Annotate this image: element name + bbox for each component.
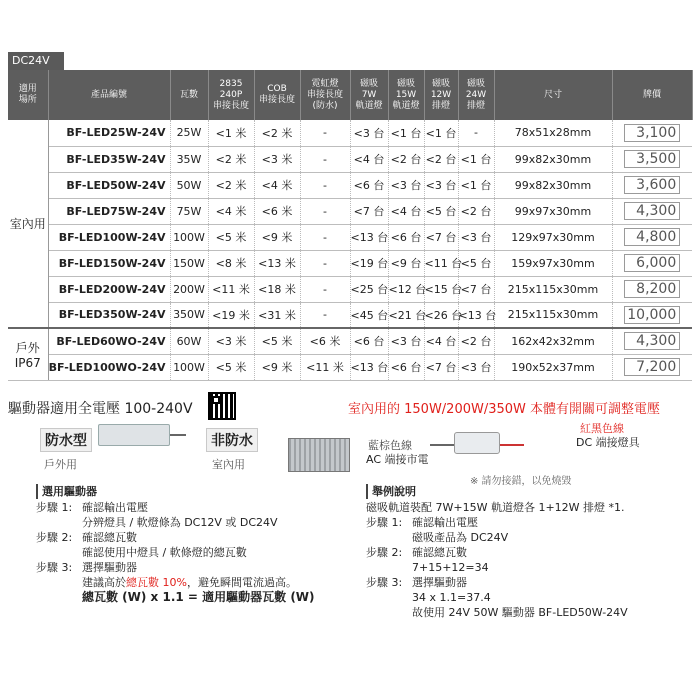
- cell-c2835: <11 米: [208, 276, 254, 302]
- cell-m12: <1 台: [424, 120, 458, 146]
- cell-cob: <18 米: [254, 276, 300, 302]
- voltage-tag: DC24V: [8, 52, 64, 70]
- step-3-sub-b: ，避免瞬間電流過高。: [186, 576, 297, 589]
- cell-watt: 35W: [170, 146, 208, 172]
- cell-cob: <31 米: [254, 302, 300, 328]
- cell-neon: -: [300, 250, 350, 276]
- cell-m7: <13 台: [350, 224, 388, 250]
- dc-wire-label-2: DC 端接燈具: [576, 436, 640, 449]
- column-header: COB 串接長度: [254, 70, 300, 120]
- table-row: [8, 172, 692, 198]
- example-title: 舉例說明: [366, 484, 692, 499]
- cell-m7: <13 台: [350, 354, 388, 380]
- ex-step-1-label: 步驟 1:: [366, 516, 403, 529]
- cell-m24: <7 台: [458, 276, 494, 302]
- nonwaterproof-label: 非防水: [206, 428, 258, 452]
- cell-m7: <7 台: [350, 198, 388, 224]
- cell-m15: <3 台: [388, 328, 424, 354]
- cell-cob: <3 米: [254, 146, 300, 172]
- column-header: 瓦數: [170, 70, 208, 120]
- cell-neon: -: [300, 276, 350, 302]
- price-box: 6,000: [624, 254, 680, 272]
- ex-step-3-conclusion: 故使用 24V 50W 驅動器 BF-LED50W-24V: [412, 606, 628, 619]
- cell-price: [612, 250, 692, 276]
- cell-neon: -: [300, 302, 350, 328]
- cell-neon: -: [300, 172, 350, 198]
- step-1-label: 步驟 1:: [36, 501, 73, 514]
- place-outdoor: 戶外 IP67: [8, 328, 48, 380]
- waterproof-driver-image: [98, 424, 170, 446]
- cell-m12: <11 台: [424, 250, 458, 276]
- cell-cob: <4 米: [254, 172, 300, 198]
- cell-neon: -: [300, 146, 350, 172]
- cell-cob: <5 米: [254, 328, 300, 354]
- price-box: 3,600: [624, 176, 680, 194]
- column-header: 磁吸 24W 排燈: [458, 70, 494, 120]
- cell-model: BF-LED60WO-24V: [48, 328, 170, 354]
- cell-neon: -: [300, 198, 350, 224]
- cell-price: [612, 198, 692, 224]
- cell-m24: <5 台: [458, 250, 494, 276]
- qr-code-icon[interactable]: [208, 392, 236, 420]
- cell-m7: <3 台: [350, 120, 388, 146]
- cell-m15: <6 台: [388, 224, 424, 250]
- cell-m7: <4 台: [350, 146, 388, 172]
- cell-model: BF-LED100WO-24V: [48, 354, 170, 380]
- price-box: 3,500: [624, 150, 680, 168]
- cell-price: [612, 302, 692, 328]
- cell-m12: <3 台: [424, 172, 458, 198]
- column-header: 牌價: [612, 70, 692, 120]
- ex-step-1-text: 確認輸出電壓: [412, 516, 478, 529]
- cell-c2835: <4 米: [208, 198, 254, 224]
- cell-c2835: <5 米: [208, 354, 254, 380]
- cell-cob: <13 米: [254, 250, 300, 276]
- cell-model: BF-LED150W-24V: [48, 250, 170, 276]
- table-row: [8, 250, 692, 276]
- cell-m15: <9 台: [388, 250, 424, 276]
- formula: 總瓦數 (W) x 1.1 = 適用驅動器瓦數 (W): [82, 590, 315, 604]
- cell-model: BF-LED35W-24V: [48, 146, 170, 172]
- spec-table: [8, 70, 693, 381]
- ac-wire-label-1: 藍棕色線: [368, 439, 412, 452]
- cell-neon: <11 米: [300, 354, 350, 380]
- cell-m15: <21 台: [388, 302, 424, 328]
- table-row: [8, 328, 692, 354]
- cell-m7: <19 台: [350, 250, 388, 276]
- step-3-sub-a: 建議高於: [82, 576, 126, 589]
- voltage-range-title: 驅動器適用全電壓 100-240V: [8, 401, 193, 417]
- cell-price: [612, 328, 692, 354]
- cell-m15: <2 台: [388, 146, 424, 172]
- cell-m12: <5 台: [424, 198, 458, 224]
- cell-m12: <15 台: [424, 276, 458, 302]
- cell-m24: <3 台: [458, 224, 494, 250]
- cell-m24: -: [458, 120, 494, 146]
- cell-neon: <6 米: [300, 328, 350, 354]
- column-header: 磁吸 7W 軌道燈: [350, 70, 388, 120]
- cell-size: 215x115x30mm: [494, 302, 612, 328]
- cell-m7: <45 台: [350, 302, 388, 328]
- ex-step-2-sub: 7+15+12=34: [412, 561, 489, 574]
- cell-model: BF-LED50W-24V: [48, 172, 170, 198]
- column-header: 磁吸 12W 排燈: [424, 70, 458, 120]
- cell-cob: <2 米: [254, 120, 300, 146]
- cell-size: 190x52x37mm: [494, 354, 612, 380]
- ex-step-2-label: 步驟 2:: [366, 546, 403, 559]
- price-box: 4,300: [624, 332, 680, 350]
- price-box: 4,800: [624, 228, 680, 246]
- table-row: [8, 198, 692, 224]
- cell-watt: 50W: [170, 172, 208, 198]
- step-3-highlight: 總瓦數 10%: [126, 576, 187, 589]
- cell-c2835: <1 米: [208, 120, 254, 146]
- example-intro: 磁吸軌道裝配 7W+15W 軌道燈各 1+12W 排燈 *1.: [366, 501, 625, 514]
- cell-price: [612, 146, 692, 172]
- price-box: 8,200: [624, 280, 680, 298]
- cell-price: [612, 224, 692, 250]
- cell-watt: 150W: [170, 250, 208, 276]
- price-box: 4,300: [624, 202, 680, 220]
- step-1-sub: 分辨燈具 / 軟燈條為 DC12V 或 DC24V: [82, 516, 278, 529]
- cell-model: BF-LED100W-24V: [48, 224, 170, 250]
- column-header: 尺寸: [494, 70, 612, 120]
- step-2-sub: 確認使用中燈具 / 軟條燈的總瓦數: [82, 546, 247, 559]
- cell-m24: <1 台: [458, 146, 494, 172]
- cell-m7: <6 台: [350, 328, 388, 354]
- cell-neon: -: [300, 120, 350, 146]
- ex-step-3-label: 步驟 3:: [366, 576, 403, 589]
- cell-model: BF-LED350W-24V: [48, 302, 170, 328]
- example-section: [366, 484, 692, 620]
- cell-watt: 25W: [170, 120, 208, 146]
- cell-watt: 350W: [170, 302, 208, 328]
- step-2-label: 步驟 2:: [36, 531, 73, 544]
- ex-step-2-text: 確認總瓦數: [412, 546, 467, 559]
- price-box: 3,100: [624, 124, 680, 142]
- price-box: 7,200: [624, 358, 680, 376]
- nonwaterproof-sub: 室內用: [212, 458, 245, 471]
- cell-size: 99x82x30mm: [494, 172, 612, 198]
- cell-price: [612, 172, 692, 198]
- column-header: 2835 240P 串接長度: [208, 70, 254, 120]
- cell-watt: 60W: [170, 328, 208, 354]
- nonwaterproof-driver-image: [288, 438, 350, 472]
- dc-wire: [500, 444, 524, 446]
- cell-m24: <3 台: [458, 354, 494, 380]
- cell-size: 215x115x30mm: [494, 276, 612, 302]
- place-indoor: 室內用: [8, 120, 48, 328]
- cell-m12: <26 台: [424, 302, 458, 328]
- cell-cob: <9 米: [254, 354, 300, 380]
- cell-watt: 200W: [170, 276, 208, 302]
- column-header: 產品編號: [48, 70, 170, 120]
- table-row: [8, 276, 692, 302]
- indoor-driver-image: [454, 432, 500, 454]
- cell-size: 129x97x30mm: [494, 224, 612, 250]
- cell-m24: <13 台: [458, 302, 494, 328]
- cell-m15: <12 台: [388, 276, 424, 302]
- step-3-label: 步驟 3:: [36, 561, 73, 574]
- cell-price: [612, 276, 692, 302]
- cell-m24: <2 台: [458, 198, 494, 224]
- step-3-text: 選擇驅動器: [82, 561, 137, 574]
- column-header: 霓虹燈 串接長度 (防水): [300, 70, 350, 120]
- cell-size: 99x82x30mm: [494, 146, 612, 172]
- cell-m15: <4 台: [388, 198, 424, 224]
- cell-cob: <9 米: [254, 224, 300, 250]
- cell-m7: <6 台: [350, 172, 388, 198]
- wire-line: [170, 434, 186, 436]
- cell-c2835: <8 米: [208, 250, 254, 276]
- cell-price: [612, 354, 692, 380]
- ex-step-3-text: 選擇驅動器: [412, 576, 467, 589]
- cell-neon: -: [300, 224, 350, 250]
- table-row: [8, 120, 692, 146]
- adjustable-voltage-note: 室內用的 150W/200W/350W 本體有開關可調整電壓: [348, 402, 661, 417]
- table-row: [8, 146, 692, 172]
- cell-m15: <1 台: [388, 120, 424, 146]
- cell-model: BF-LED200W-24V: [48, 276, 170, 302]
- cell-m7: <25 台: [350, 276, 388, 302]
- select-driver-section: [36, 484, 336, 605]
- select-driver-title: 選用驅動器: [36, 484, 336, 499]
- cell-size: 159x97x30mm: [494, 250, 612, 276]
- price-box: 10,000: [624, 306, 680, 324]
- ex-step-1-sub: 磁吸產品為 DC24V: [412, 531, 509, 544]
- waterproof-label: 防水型: [40, 428, 92, 452]
- cell-watt: 100W: [170, 224, 208, 250]
- ex-step-3-sub: 34 x 1.1=37.4: [412, 591, 491, 604]
- ac-wire: [430, 444, 454, 446]
- cell-m12: <4 台: [424, 328, 458, 354]
- table-row: [8, 302, 692, 328]
- cell-model: BF-LED75W-24V: [48, 198, 170, 224]
- cell-c2835: <2 米: [208, 146, 254, 172]
- step-2-text: 確認總瓦數: [82, 531, 137, 544]
- cell-c2835: <19 米: [208, 302, 254, 328]
- cell-model: BF-LED25W-24V: [48, 120, 170, 146]
- cell-m12: <7 台: [424, 354, 458, 380]
- cell-cob: <6 米: [254, 198, 300, 224]
- step-1-text: 確認輸出電壓: [82, 501, 148, 514]
- cell-size: 78x51x28mm: [494, 120, 612, 146]
- cell-m24: <2 台: [458, 328, 494, 354]
- cell-c2835: <3 米: [208, 328, 254, 354]
- cell-size: 162x42x32mm: [494, 328, 612, 354]
- cell-m15: <3 台: [388, 172, 424, 198]
- wiring-warning: ※ 請勿接錯，以免燒毀: [470, 476, 572, 487]
- cell-m15: <6 台: [388, 354, 424, 380]
- cell-price: [612, 120, 692, 146]
- table-header-row: [8, 70, 692, 120]
- cell-c2835: <2 米: [208, 172, 254, 198]
- cell-watt: 100W: [170, 354, 208, 380]
- ac-wire-label-2: AC 端接市電: [366, 453, 429, 466]
- column-header: 適用 場所: [8, 70, 48, 120]
- table-row: [8, 354, 692, 380]
- dc-wire-label-1: 紅黑色線: [580, 422, 624, 435]
- cell-c2835: <5 米: [208, 224, 254, 250]
- table-body: [8, 120, 692, 380]
- waterproof-sub: 戶外用: [44, 458, 77, 471]
- column-header: 磁吸 15W 軌道燈: [388, 70, 424, 120]
- cell-m12: <2 台: [424, 146, 458, 172]
- cell-watt: 75W: [170, 198, 208, 224]
- cell-size: 99x97x30mm: [494, 198, 612, 224]
- table-row: [8, 224, 692, 250]
- cell-m12: <7 台: [424, 224, 458, 250]
- cell-m24: <1 台: [458, 172, 494, 198]
